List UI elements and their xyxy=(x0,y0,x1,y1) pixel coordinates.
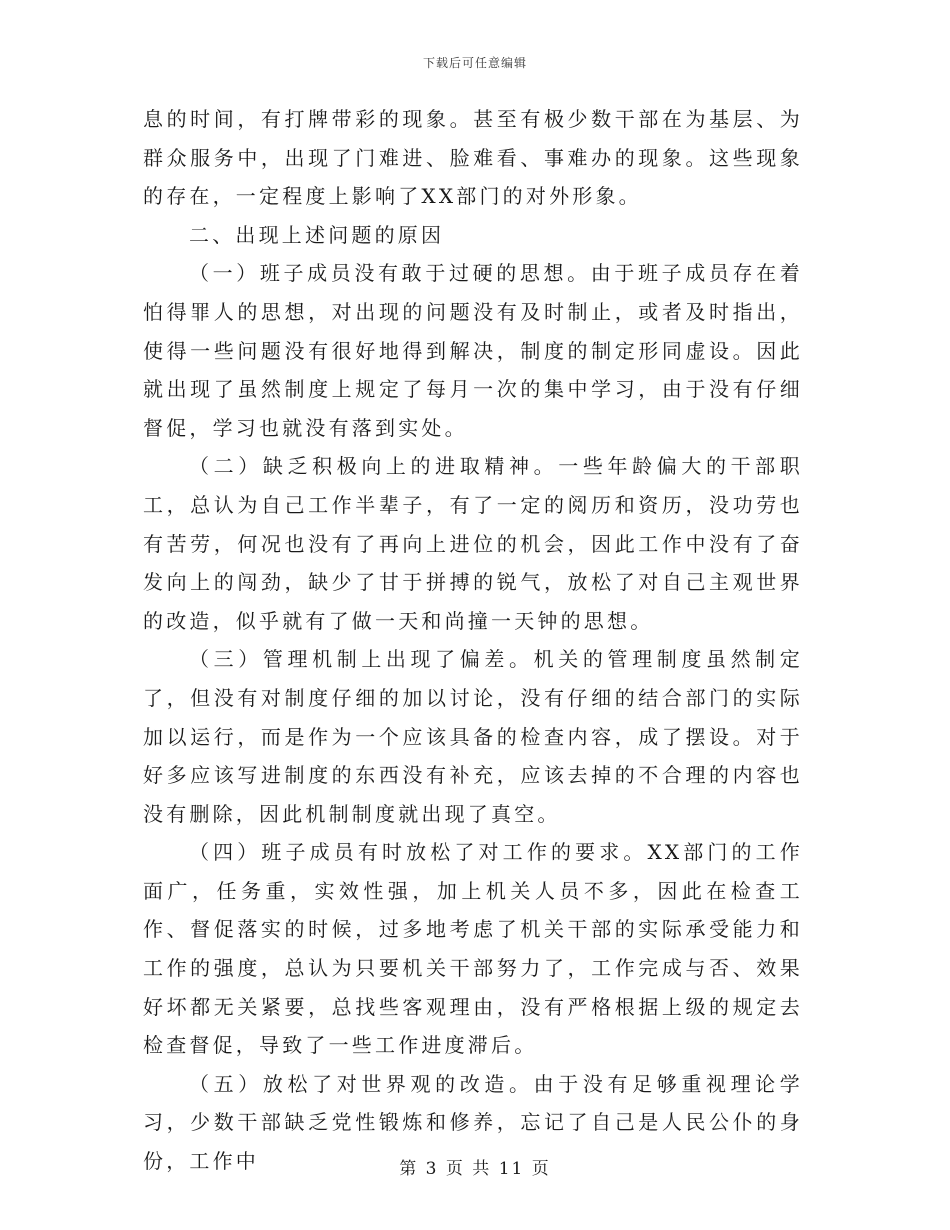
paragraph-reason-3: （三）管理机制上出现了偏差。机关的管理制度虽然制定了，但没有对制度仔细的加以讨论，没有仔细的结合部门的实际加以运行，而是作为一个应该具备的检查内容，成了摆设。对于好多应该写进制度的东西没有补充，应该去掉的不合理的内容也没有删除，因此机制制度就出现了真空。 xyxy=(143,647,803,826)
paragraph-reason-2: （二）缺乏积极向上的进取精神。一些年龄偏大的干部职工，总认为自己工作半辈子，有了一定的阅历和资历，没功劳也有苦劳，何况也没有了再向上进位的机会，因此工作中没有了奋发向上的闯劲，缺少了甘于拼搏的锐气，放松了对自己主观世界的改造，似乎就有了做一天和尚撞一天钟的思想。 xyxy=(143,454,803,633)
paragraph-reason-4: （四）班子成员有时放松了对工作的要求。XX部门的工作面广，任务重，实效性强，加上机关人员不多，因此在检查工作、督促落实的时候，过多地考虑了机关干部的实际承受能力和工作的强度，总认为只要机关干部努力了，工作完成与否、效果好坏都无关紧要，总找些客观理由，没有严格根据上级的规定去检查督促，导致了一些工作进度滞后。 xyxy=(143,840,803,1058)
document-body xyxy=(143,100,803,1181)
paragraph-continued: 息的时间，有打牌带彩的现象。甚至有极少数干部在为基层、为群众服务中，出现了门难进、脸难看、事难办的现象。这些现象的存在，一定程度上影响了XX部门的对外形象。 xyxy=(143,107,803,209)
page-footer xyxy=(0,1154,950,1179)
current-page-number: 3 xyxy=(425,1159,439,1179)
page-label-prefix: 第 xyxy=(399,1159,419,1179)
page-header: 下载后可任意编辑 xyxy=(422,56,527,70)
page-label-mid: 页 共 xyxy=(445,1159,492,1179)
page-label-suffix: 页 xyxy=(531,1159,551,1179)
paragraph-reason-5: （五）放松了对世界观的改造。由于没有足够重视理论学习，少数干部缺乏党性锻炼和修养，忘记了自己是人民公仆的身份，工作中 xyxy=(143,1071,803,1174)
total-pages-number: 11 xyxy=(498,1159,525,1179)
paragraph-reason-1: （一）班子成员没有敢于过硬的思想。由于班子成员存在着怕得罪人的思想，对出现的问题没有及时制止，或者及时指出，使得一些问题没有很好地得到解决，制度的制定形同虚设。因此就出现了虽然制度上规定了每月一次的集中学习，由于没有仔细督促，学习也就没有落到实处。 xyxy=(143,261,803,440)
section-heading: 二、出现上述问题的原因 xyxy=(189,222,445,247)
